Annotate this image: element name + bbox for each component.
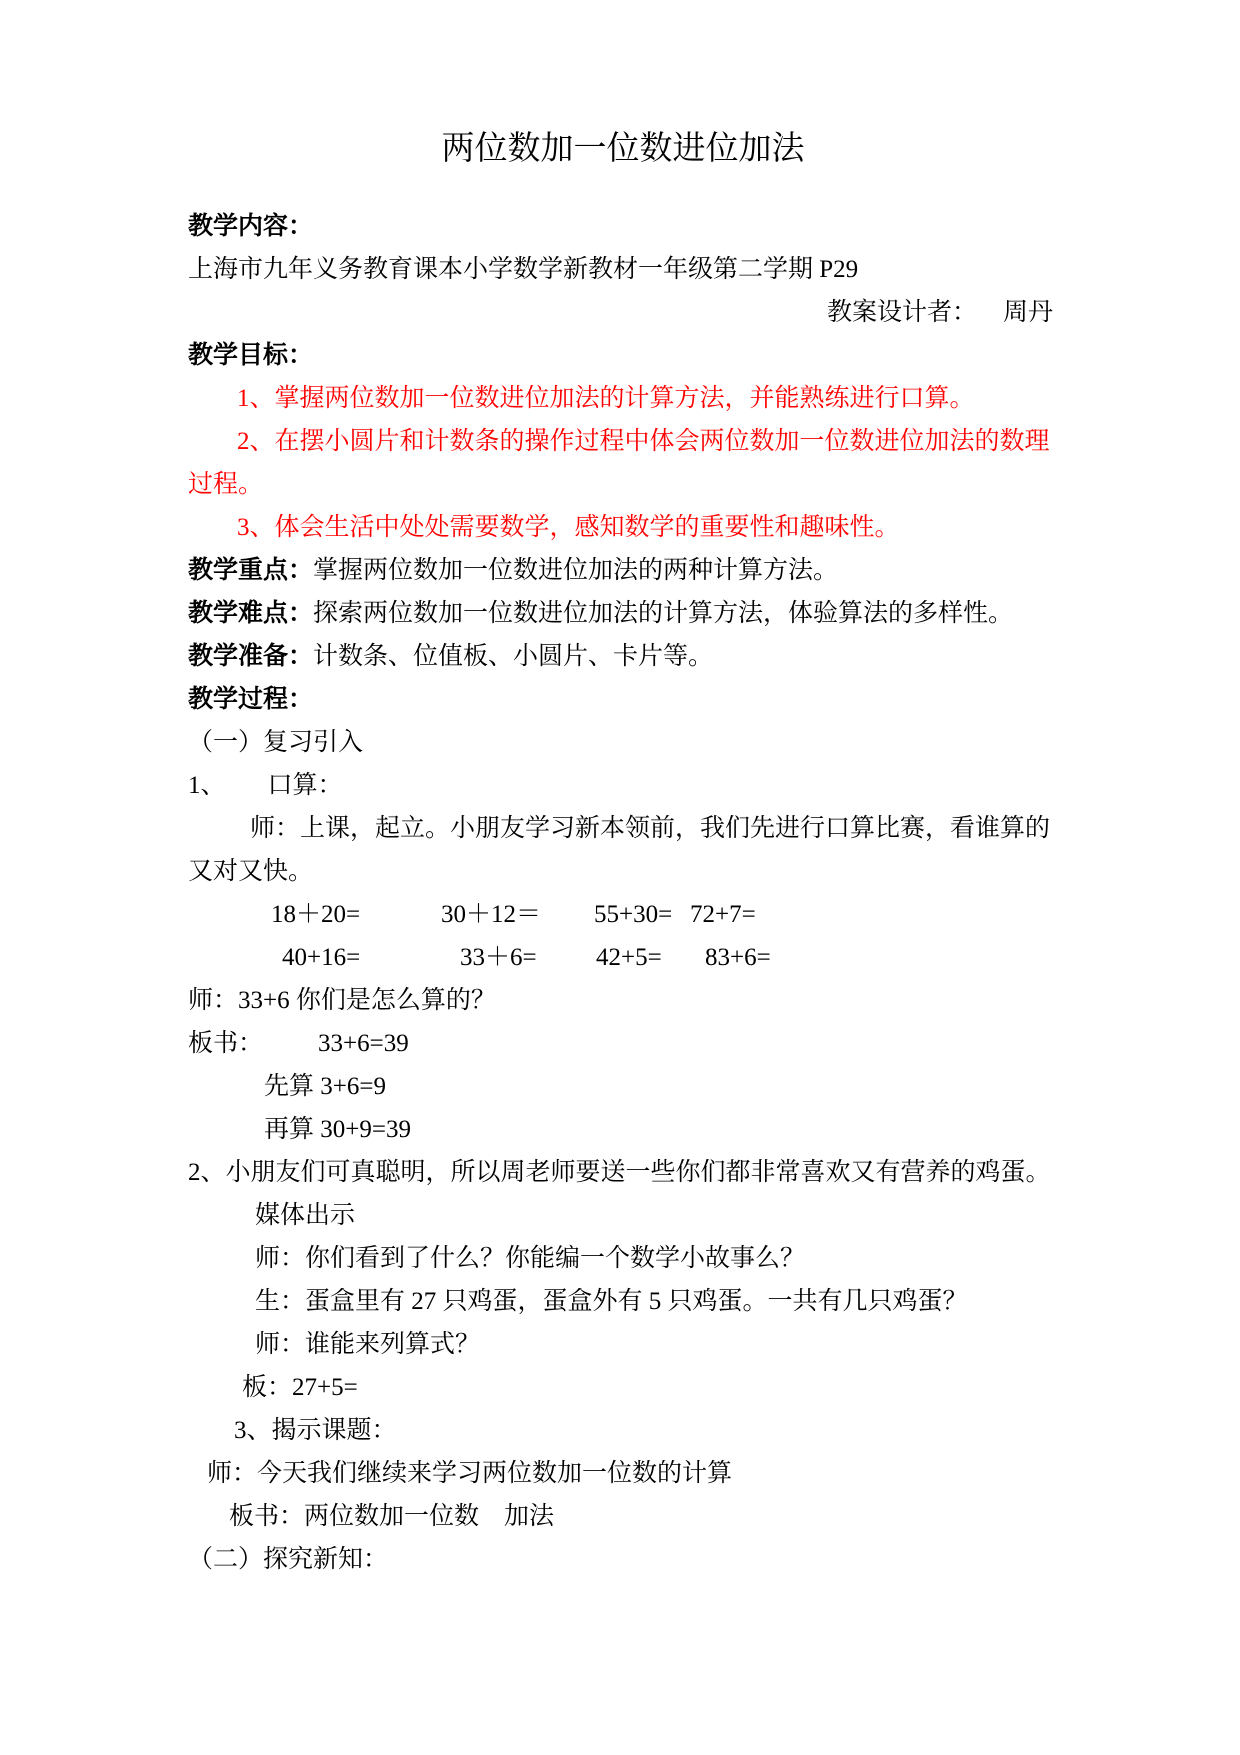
board-writing-line bbox=[188, 1022, 1058, 1065]
difficulty-line bbox=[188, 592, 1058, 635]
objective-item-3: 3、体会生活中处处需要数学，感知数学的重要性和趣味性。 bbox=[237, 514, 900, 541]
page-content bbox=[188, 0, 1058, 1581]
oral-problem: 30＋12＝ bbox=[441, 901, 542, 928]
oral-problem: 33＋6= bbox=[460, 944, 537, 971]
focus-label: 教学重点： bbox=[188, 557, 314, 584]
dialog-student-1: 生：蛋盒里有 27 只鸡蛋，蛋盒外有 5 只鸡蛋。一共有几只鸡蛋？ bbox=[255, 1288, 968, 1315]
board-equation: 33+6=39 bbox=[318, 1030, 409, 1057]
media-cue-line: 媒体出示 bbox=[255, 1202, 356, 1229]
teaching-content-label: 教学内容： bbox=[188, 213, 314, 240]
step2-line: 2、小朋友们可真聪明，所以周老师要送一些你们都非常喜欢又有营养的鸡蛋。 bbox=[188, 1159, 1051, 1186]
teacher-intro-line2: 又对又快。 bbox=[188, 858, 314, 885]
step3-teacher-line: 师：今天我们继续来学习两位数加一位数的计算 bbox=[207, 1460, 733, 1487]
step3-heading: 3、揭示课题： bbox=[234, 1417, 397, 1444]
oral-problem: 72+7= bbox=[690, 901, 756, 928]
textbook-reference-text: 上海市九年义务教育课本小学数学新教材一年级第二学期 P29 bbox=[188, 256, 859, 283]
objective-item-1: 1、掌握两位数加一位数进位加法的计算方法，并能熟练进行口算。 bbox=[237, 385, 975, 412]
section2-heading: （二）探究新知： bbox=[188, 1546, 389, 1573]
document-title: 两位数加一位数进位加法 bbox=[441, 131, 805, 167]
board-step1-line: 先算 3+6=9 bbox=[264, 1073, 386, 1100]
oral-problem: 40+16= bbox=[282, 944, 361, 971]
process-label: 教学过程： bbox=[188, 686, 314, 713]
oral-problem: 83+6= bbox=[705, 944, 771, 971]
step1-line bbox=[188, 764, 1058, 807]
oral-problem: 55+30= bbox=[594, 901, 673, 928]
board2-line: 板：27+5= bbox=[242, 1374, 358, 1401]
teacher-intro-line1: 师：上课，起立。小朋友学习新本领前，我们先进行口算比赛，看谁算的 bbox=[250, 815, 1051, 842]
objective-item-2-line2: 过程。 bbox=[188, 471, 264, 498]
dialog-teacher-1: 师：你们看到了什么？你能编一个数学小故事么？ bbox=[255, 1245, 806, 1272]
board-label: 板书： bbox=[188, 1030, 264, 1057]
textbook-reference-line bbox=[188, 248, 1058, 291]
oral-problems-row1 bbox=[188, 893, 1058, 936]
board-step2-line: 再算 30+9=39 bbox=[264, 1116, 411, 1143]
focus-text: 掌握两位数加一位数进位加法的两种计算方法。 bbox=[313, 557, 839, 584]
oral-problems-row2 bbox=[188, 936, 1058, 979]
objectives-heading-line bbox=[188, 334, 1058, 377]
oral-problem: 42+5= bbox=[596, 944, 662, 971]
preparation-label: 教学准备： bbox=[188, 643, 314, 670]
step3-board-line: 板书：两位数加一位数 加法 bbox=[229, 1503, 555, 1530]
difficulty-label: 教学难点： bbox=[188, 600, 314, 627]
preparation-line bbox=[188, 635, 1058, 678]
designer-label: 教案设计者： bbox=[826, 299, 977, 326]
process-heading-line bbox=[188, 678, 1058, 721]
teacher-question-line: 师：33+6 你们是怎么算的？ bbox=[188, 987, 496, 1014]
preparation-text: 计数条、位值板、小圆片、卡片等。 bbox=[313, 643, 714, 670]
step1-number: 1、 bbox=[188, 772, 226, 799]
designer-line bbox=[188, 291, 1058, 334]
dialog-teacher-2: 师：谁能来列算式？ bbox=[255, 1331, 481, 1358]
oral-problem: 18＋20= bbox=[271, 901, 361, 928]
teaching-content-line bbox=[188, 205, 1058, 248]
section1-heading: （一）复习引入 bbox=[188, 729, 364, 756]
difficulty-text: 探索两位数加一位数进位加法的计算方法，体验算法的多样性。 bbox=[313, 600, 1014, 627]
designer-name: 周丹 bbox=[1002, 299, 1053, 326]
focus-line bbox=[188, 549, 1058, 592]
step1-title: 口算： bbox=[267, 772, 343, 799]
objective-item-2-line1: 2、在摆小圆片和计数条的操作过程中体会两位数加一位数进位加法的数理 bbox=[237, 428, 1050, 455]
objectives-label: 教学目标： bbox=[188, 342, 314, 369]
